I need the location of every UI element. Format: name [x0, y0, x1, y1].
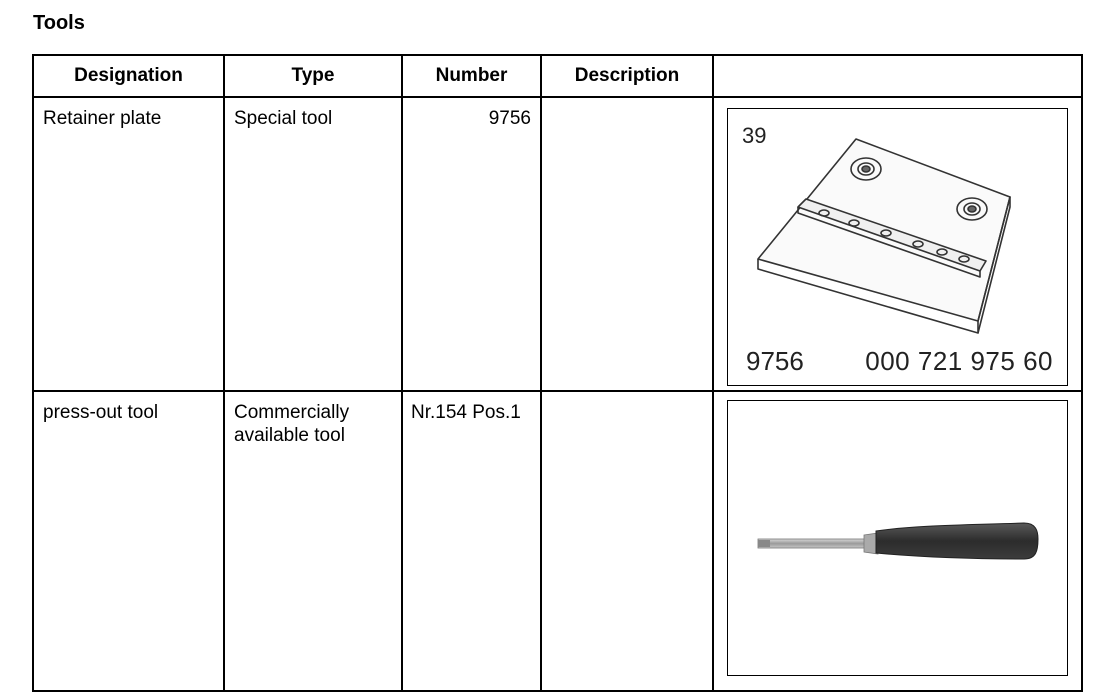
- cell-designation: [33, 391, 224, 691]
- designation-text: press-out tool: [43, 402, 159, 423]
- illustration-tool-number: 9756: [746, 346, 804, 376]
- description-text: [542, 98, 712, 107]
- header-designation: Designation: [33, 55, 224, 97]
- page-title: Tools: [33, 12, 85, 34]
- retainer-plate-illustration: [727, 108, 1068, 386]
- table-header-row: [33, 55, 1082, 97]
- header-description: Description: [541, 55, 713, 97]
- cell-type: [224, 391, 402, 691]
- header-number: Number: [402, 55, 541, 97]
- number-text: 9756: [488, 108, 531, 129]
- table-row: [33, 97, 1082, 391]
- cell-designation: [33, 97, 224, 391]
- header-type: Type: [224, 55, 402, 97]
- screwdriver-tool-drawing: [728, 401, 1070, 675]
- header-image: [713, 55, 1082, 97]
- table-row: [33, 391, 1082, 691]
- cell-image: [713, 391, 1082, 691]
- cell-number: [402, 391, 541, 691]
- illustration-part-number: 000 721 975 60: [865, 346, 1053, 376]
- cell-description: [541, 97, 713, 391]
- type-text: Special tool: [234, 108, 333, 129]
- press-out-tool-photo: [727, 400, 1068, 676]
- cell-image: [713, 97, 1082, 391]
- illustration-index-label: 39: [742, 123, 767, 148]
- tools-table: [32, 54, 1083, 692]
- cell-number: [402, 97, 541, 391]
- cell-type: [224, 97, 402, 391]
- type-text: Commercially available tool: [234, 402, 350, 446]
- description-text: [542, 392, 712, 401]
- retainer-plate-drawing: [728, 109, 1070, 385]
- number-text: Nr.154 Pos.1: [411, 402, 521, 423]
- designation-text: Retainer plate: [43, 108, 162, 129]
- cell-description: [541, 391, 713, 691]
